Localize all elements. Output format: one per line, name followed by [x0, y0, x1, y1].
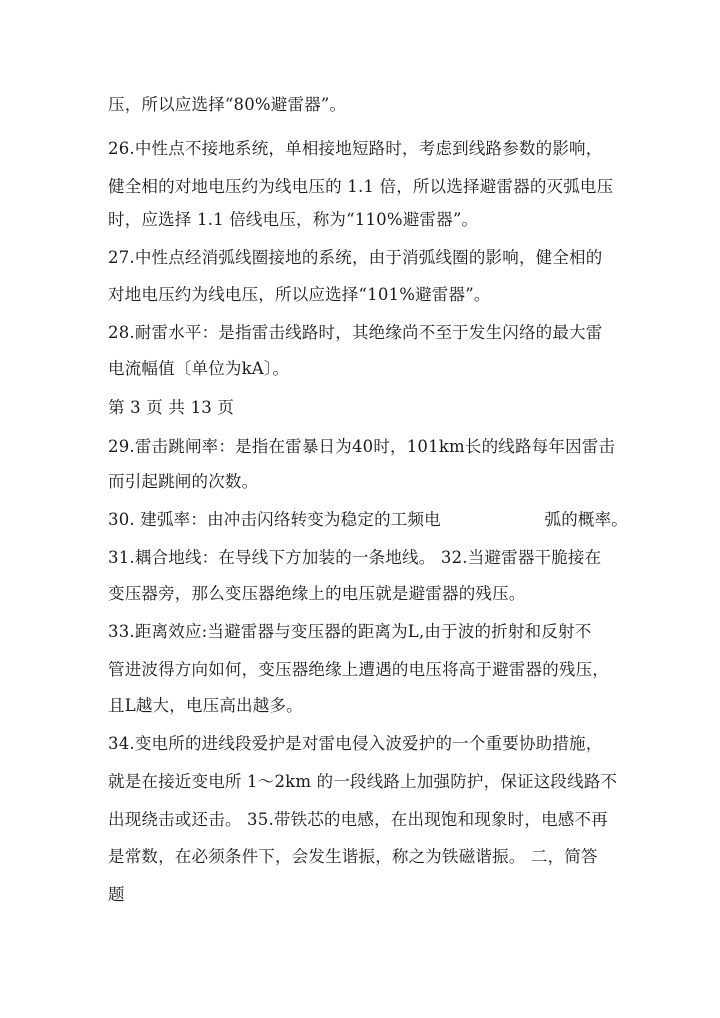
text-line: 26.中性点不接地系统，单相接地短路时，考虑到线路参数的影响， [108, 139, 603, 158]
text-line: 出现绕击或还击。 35.带铁芯的电感，在出现饱和现象时，电感不再 [108, 810, 608, 829]
text-line: 27.中性点经消弧线圈接地的系统，由于消弧线圈的影响，健全相的 [108, 248, 603, 267]
text-line: 电流幅值〔单位为kA〕。 [108, 359, 290, 378]
text-line: 33.距离效应:当避雷器与变压器的距离为L,由于波的折射和反射不 [108, 622, 592, 641]
text-line: 28.耐雷水平：是指雷击线路时，其绝缘尚不至于发生闪络的最大雷 [108, 323, 603, 342]
text-line: 31.耦合地线：在导线下方加装的一条地线。 32.当避雷器干脆接在 [108, 548, 602, 567]
text-line: 且L越大，电压高出越多。 [108, 696, 303, 715]
text-line: 健全相的对地电压约为线电压的 1.1 倍，所以选择避雷器的灭弧电压 [108, 177, 614, 196]
text-line: 是常数，在必须条件下，会发生谐振，称之为铁磁谐振。 二，简答 [108, 847, 598, 866]
text-line: 就是在接近变电所 1～2km 的一段线路上加强防护，保证这段线路不 [108, 772, 618, 791]
text-line: 而引起跳闸的次数。 [108, 472, 259, 491]
text-line: 题 [108, 885, 125, 904]
text-line: 34.变电所的进线段爱护是对雷电侵入波爱护的一个重要协助措施， [108, 734, 603, 753]
text-line: 管进波得方向如何，变压器绝缘上遭遇的电压将高于避雷器的残压， [108, 660, 609, 679]
text-line: 29.雷击跳闸率：是指在雷暴日为40时，101km长的线路每年因雷击 [108, 437, 616, 456]
text-line: 压，所以应选择“80%避雷器”。 [108, 95, 347, 114]
text-line: 对地电压约为线电压，所以应选择“101%避雷器”。 [108, 285, 491, 304]
text-line: 变压器旁，那么变压器绝缘上的电压就是避雷器的残压。 [108, 584, 526, 603]
text-line [108, 509, 628, 531]
text-segment: 30. 建弧率：由冲击闪络转变为稳定的工频电 [108, 510, 441, 529]
text-segment: 弧的概率。 [544, 510, 628, 529]
page-number: 第 3 页 共 13 页 [108, 398, 235, 417]
text-line: 时，应选择 1.1 倍线电压，称为“110%避雷器”。 [108, 210, 479, 229]
